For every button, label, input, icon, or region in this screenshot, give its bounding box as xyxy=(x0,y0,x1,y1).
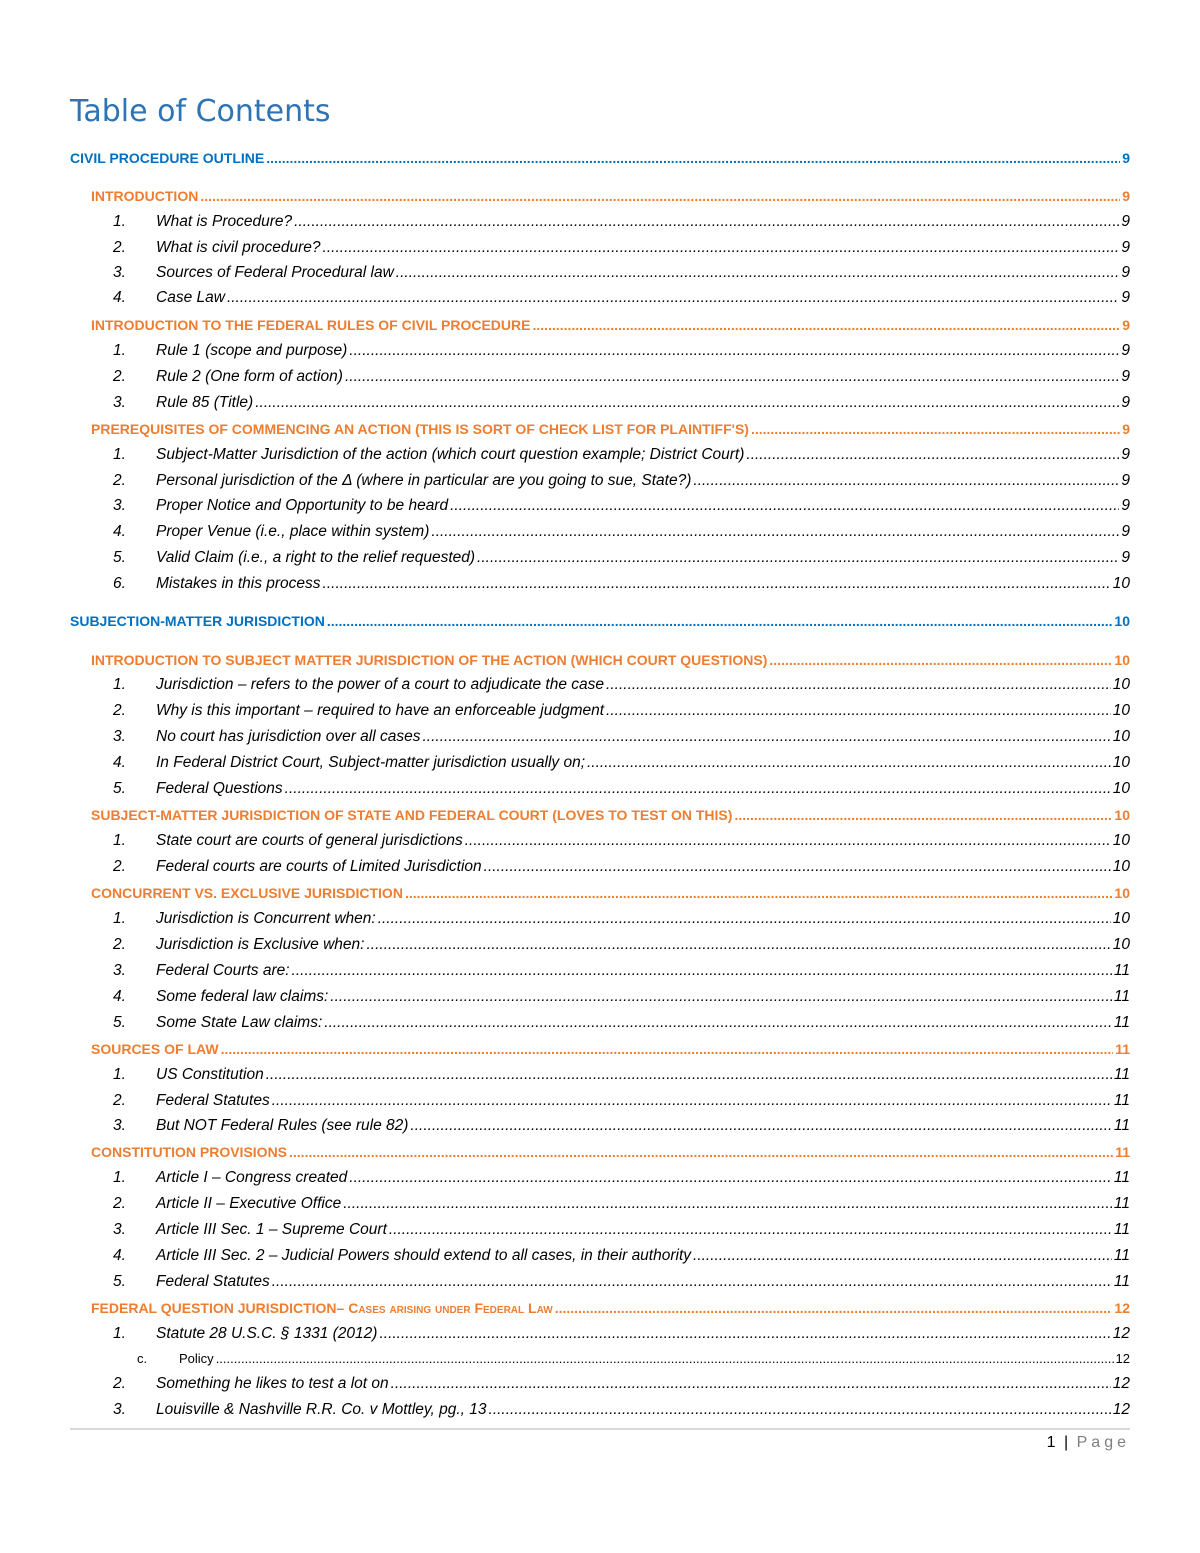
dot-leader xyxy=(422,725,1110,749)
dot-leader xyxy=(272,1089,1112,1113)
dot-leader xyxy=(389,1218,1112,1242)
toc-entry[interactable] xyxy=(113,751,1130,775)
toc-entry[interactable] xyxy=(137,1347,1130,1371)
toc-entry-title: Federal Statutes xyxy=(156,1273,270,1290)
dot-leader xyxy=(484,855,1111,879)
dot-leader xyxy=(200,184,1120,208)
toc-entry-title: Federal Courts are: xyxy=(156,962,290,979)
toc-entry-number: 4. xyxy=(113,988,126,1005)
toc-entry-page: 9 xyxy=(1121,368,1130,385)
dot-leader xyxy=(266,1063,1112,1087)
toc-entry-page: 9 xyxy=(1121,523,1130,540)
toc-entry-number: 1. xyxy=(113,213,126,230)
toc-entry[interactable] xyxy=(113,725,1130,749)
page-label: Page xyxy=(1076,1434,1130,1451)
toc-entry-title: US Constitution xyxy=(156,1066,264,1083)
toc-entry-page: 10 xyxy=(1114,885,1130,901)
toc-entry-number: 5. xyxy=(113,1273,126,1290)
toc-entry-number: 2. xyxy=(113,858,126,875)
dot-leader xyxy=(555,1296,1113,1320)
toc-entry[interactable] xyxy=(113,339,1130,363)
toc-entry-title: Some federal law claims: xyxy=(156,988,329,1005)
dot-leader xyxy=(378,907,1111,931)
toc-entry-number: 1. xyxy=(113,446,126,463)
dot-leader xyxy=(465,829,1111,853)
dot-leader xyxy=(734,803,1112,827)
dot-leader xyxy=(272,1270,1112,1294)
footer-separator: | xyxy=(1064,1434,1069,1451)
dot-leader xyxy=(532,313,1120,337)
toc-entry-number: 4. xyxy=(113,523,126,540)
toc-entry-title: Article I – Congress created xyxy=(156,1169,348,1186)
dot-leader xyxy=(345,365,1119,389)
dot-leader xyxy=(405,881,1112,905)
toc-entry-number: 5. xyxy=(113,780,126,797)
toc-entry-number: 5. xyxy=(113,1014,126,1031)
toc-entry[interactable] xyxy=(113,699,1130,723)
toc-entry[interactable] xyxy=(113,1270,1130,1294)
toc-entry[interactable] xyxy=(113,855,1130,879)
toc-entry-title: Rule 2 (One form of action) xyxy=(156,368,343,385)
toc-entry[interactable] xyxy=(91,803,1130,827)
toc-entry-page: 11 xyxy=(1113,1014,1130,1031)
dot-leader xyxy=(431,520,1119,544)
toc-entry[interactable] xyxy=(113,391,1130,415)
toc-entry-title: Federal courts are courts of Limited Jurisdiction xyxy=(156,858,482,875)
toc-entry-title: Jurisdiction is Exclusive when: xyxy=(156,936,365,953)
page-footer xyxy=(1047,1434,1130,1452)
toc-entry-page: 9 xyxy=(1121,497,1130,514)
toc-entry-number: 3. xyxy=(113,728,126,745)
dot-leader xyxy=(343,1192,1112,1216)
toc-entry[interactable] xyxy=(113,546,1130,570)
toc-entry-title: Federal Statutes xyxy=(156,1092,270,1109)
toc-entry-number: 2. xyxy=(113,368,126,385)
toc-entry[interactable] xyxy=(113,572,1130,596)
dot-leader xyxy=(216,1347,1114,1371)
toc-entry-page: 10 xyxy=(1112,780,1130,797)
dot-leader xyxy=(266,146,1120,170)
toc-entry-number: 2. xyxy=(113,1195,126,1212)
toc-entry-number: 4. xyxy=(113,754,126,771)
toc-entry-title: INTRODUCTION TO THE FEDERAL RULES OF CIVIL PROCEDURE xyxy=(91,317,531,333)
toc-entry[interactable] xyxy=(113,907,1130,931)
dot-leader xyxy=(327,609,1113,633)
toc-entry[interactable] xyxy=(113,443,1130,467)
dot-leader xyxy=(396,261,1120,285)
toc-entry-title: Jurisdiction is Concurrent when: xyxy=(156,910,376,927)
dot-leader xyxy=(330,985,1112,1009)
toc-entry-subtitle: – Cases arising under Federal Law xyxy=(336,1300,553,1316)
toc-entry-number: 3. xyxy=(113,264,126,281)
toc-entry-number: 3. xyxy=(113,1401,126,1418)
toc-entry-number: 2. xyxy=(113,1375,126,1392)
toc-entry[interactable] xyxy=(113,673,1130,697)
toc-entry[interactable] xyxy=(91,184,1130,208)
toc-entry-page: 10 xyxy=(1112,910,1130,927)
dot-leader xyxy=(289,1140,1113,1164)
toc-entry-title: PREREQUISITES OF COMMENCING AN ACTION (THIS IS SORT OF CHECK LIST FOR PLAINTIFF'S) xyxy=(91,421,749,437)
dot-leader xyxy=(379,1322,1110,1346)
toc-entry-title: CONSTITUTION PROVISIONS xyxy=(91,1144,288,1160)
toc-entry[interactable] xyxy=(113,1089,1130,1113)
toc-entry-page: 11 xyxy=(1113,1221,1130,1238)
toc-entry-number: 2. xyxy=(113,472,126,489)
dot-leader xyxy=(751,417,1120,441)
toc-entry[interactable] xyxy=(113,1114,1130,1138)
toc-entry-title: SOURCES OF LAW xyxy=(91,1041,219,1057)
toc-entry[interactable] xyxy=(113,494,1130,518)
toc-entry-page: 10 xyxy=(1114,613,1130,629)
toc-entry-title: Subject-Matter Jurisdiction of the action (which court question example; District Court) xyxy=(156,446,745,463)
dot-leader xyxy=(292,959,1112,983)
toc-entry-page: 11 xyxy=(1113,1247,1130,1264)
toc-entry-title: Mistakes in this process xyxy=(156,575,321,592)
toc-entry-page: 9 xyxy=(1121,264,1130,281)
toc-entry[interactable] xyxy=(113,469,1130,493)
dot-leader xyxy=(349,1166,1112,1190)
toc-entry[interactable] xyxy=(91,1037,1130,1061)
toc-entry-title: Proper Notice and Opportunity to be heard xyxy=(156,497,449,514)
toc-title: Table of Contents xyxy=(70,94,331,129)
toc-entry-page: 9 xyxy=(1121,239,1130,256)
toc-entry-title: INTRODUCTION TO SUBJECT MATTER JURISDICTION OF THE ACTION (WHICH COURT QUESTIONS) xyxy=(91,652,768,668)
toc-entry-page: 11 xyxy=(1113,988,1130,1005)
toc-entry-page: 10 xyxy=(1112,832,1130,849)
toc-entry[interactable] xyxy=(91,1140,1130,1164)
toc-entry-page: 12 xyxy=(1112,1401,1130,1418)
toc-entry-title: Valid Claim (i.e., a right to the relief requested) xyxy=(156,549,476,566)
dot-leader xyxy=(294,210,1119,234)
toc-entry[interactable] xyxy=(113,236,1130,260)
toc-entry-page: 9 xyxy=(1121,213,1130,230)
toc-entry-page: 10 xyxy=(1112,754,1130,771)
dot-leader xyxy=(255,391,1119,415)
toc-entry[interactable] xyxy=(113,1063,1130,1087)
footer-divider xyxy=(70,1428,1130,1430)
toc-entry-title: Jurisdiction – refers to the power of a court to adjudicate the case xyxy=(156,676,605,693)
toc-entry-number: 1. xyxy=(113,676,126,693)
toc-entry-title: Sources of Federal Procedural law xyxy=(156,264,394,281)
toc-entry[interactable] xyxy=(113,286,1130,310)
toc-entry-title: What is civil procedure? xyxy=(156,239,321,256)
toc-entry[interactable] xyxy=(91,1296,1130,1320)
toc-entry-page: 10 xyxy=(1114,807,1130,823)
toc-entry-number: 3. xyxy=(113,962,126,979)
toc-entry-title: INTRODUCTION xyxy=(91,188,199,204)
toc-entry[interactable] xyxy=(113,777,1130,801)
toc-entry-page: 10 xyxy=(1114,652,1130,668)
page-number: 1 xyxy=(1046,1434,1056,1451)
toc-entry-number: 3. xyxy=(113,1117,126,1134)
toc-entry-page: 11 xyxy=(1113,1117,1130,1134)
toc-entry-number: 1. xyxy=(113,1169,126,1186)
toc-entry-title: Personal jurisdiction of the Δ (where in particular are you going to sue, State?) xyxy=(156,472,692,489)
toc-entry-title: In Federal District Court, Subject-matter jurisdiction usually on; xyxy=(156,754,585,771)
toc-entry-number: 3. xyxy=(113,497,126,514)
toc-entry-title: SUBJECT-MATTER JURISDICTION OF STATE AND FEDERAL COURT (LOVES TO TEST ON THIS) xyxy=(91,807,733,823)
toc-entry-title: Policy xyxy=(179,1351,214,1366)
toc-entry[interactable] xyxy=(113,829,1130,853)
toc-entry-page: 10 xyxy=(1112,936,1130,953)
toc-entry-title: Proper Venue (i.e., place within system) xyxy=(156,523,430,540)
toc-entry[interactable] xyxy=(70,609,1130,633)
toc-entry-page: 10 xyxy=(1112,676,1130,693)
toc-entry-page: 9 xyxy=(1121,289,1130,306)
toc-entry-number: 1. xyxy=(113,1325,126,1342)
dot-leader xyxy=(285,777,1111,801)
toc-entry-page: 9 xyxy=(1121,446,1130,463)
toc-entry[interactable] xyxy=(113,1011,1130,1035)
dot-leader xyxy=(221,1037,1114,1061)
toc-entry-number: 1. xyxy=(113,342,126,359)
toc-entry-page: 9 xyxy=(1121,394,1130,411)
toc-entry-number: 4. xyxy=(113,289,126,306)
toc-entry-number: 2. xyxy=(113,239,126,256)
toc-entry-title: CIVIL PROCEDURE OUTLINE xyxy=(70,150,265,166)
toc-entry-page: 11 xyxy=(1115,1041,1130,1057)
toc-entry-title: Some State Law claims: xyxy=(156,1014,323,1031)
dot-leader xyxy=(606,699,1111,723)
toc-entry[interactable] xyxy=(113,1372,1130,1396)
toc-entry-page: 9 xyxy=(1121,342,1130,359)
toc-entry-number: 1. xyxy=(113,1066,126,1083)
toc-entry-number: 6. xyxy=(113,575,126,592)
toc-entry-page: 12 xyxy=(1112,1325,1130,1342)
toc-entry-page: 11 xyxy=(1113,1273,1130,1290)
dot-leader xyxy=(349,339,1119,363)
toc-entry[interactable] xyxy=(113,210,1130,234)
toc-entry-title: FEDERAL QUESTION JURISDICTION xyxy=(91,1300,337,1316)
dot-leader xyxy=(693,469,1119,493)
toc-entry-number: c. xyxy=(137,1351,148,1366)
dot-leader xyxy=(693,1244,1112,1268)
dot-leader xyxy=(489,1398,1111,1422)
toc-entry[interactable] xyxy=(113,1244,1130,1268)
toc-entry[interactable] xyxy=(113,1218,1130,1242)
dot-leader xyxy=(746,443,1119,467)
toc-entry-page: 11 xyxy=(1113,1066,1130,1083)
toc-entry-title: Statute 28 U.S.C. § 1331 (2012) xyxy=(156,1325,378,1342)
dot-leader xyxy=(587,751,1111,775)
toc-entry-title: Article III Sec. 2 – Judicial Powers should extend to all cases, in their authority xyxy=(156,1247,692,1264)
toc-entry-title: Article III Sec. 1 – Supreme Court xyxy=(156,1221,387,1238)
toc-entry-page: 9 xyxy=(1121,472,1130,489)
toc-entry-title: SUBJECTION-MATTER JURISDICTION xyxy=(70,613,325,629)
toc-entry[interactable] xyxy=(113,959,1130,983)
toc-entry-page: 10 xyxy=(1112,728,1130,745)
toc-entry-title: CONCURRENT VS. EXCLUSIVE JURISDICTION xyxy=(91,885,403,901)
toc-entry-title: Federal Questions xyxy=(156,780,283,797)
toc-entry-title: Rule 1 (scope and purpose) xyxy=(156,342,348,359)
toc-entry-page: 9 xyxy=(1122,150,1130,166)
toc-entry[interactable] xyxy=(113,985,1130,1009)
toc-entry-number: 3. xyxy=(113,394,126,411)
toc-entry-page: 9 xyxy=(1121,549,1130,566)
toc-entry-number: 1. xyxy=(113,832,126,849)
dot-leader xyxy=(323,572,1111,596)
toc-entry-title: Article II – Executive Office xyxy=(156,1195,342,1212)
dot-leader xyxy=(410,1114,1112,1138)
toc-entry-page: 10 xyxy=(1112,575,1130,592)
toc-entry-title: Something he likes to test a lot on xyxy=(156,1375,389,1392)
toc-entry-page: 11 xyxy=(1113,962,1130,979)
toc-entry-number: 5. xyxy=(113,549,126,566)
toc-entry[interactable] xyxy=(91,313,1130,337)
toc-entry[interactable] xyxy=(113,1398,1130,1422)
toc-entry[interactable] xyxy=(113,1192,1130,1216)
toc-entry[interactable] xyxy=(113,261,1130,285)
dot-leader xyxy=(323,236,1120,260)
toc-entry-page: 11 xyxy=(1113,1195,1130,1212)
toc-entry[interactable] xyxy=(113,520,1130,544)
toc-entry-page: 11 xyxy=(1113,1092,1130,1109)
toc-entry[interactable] xyxy=(70,146,1130,170)
toc-entry[interactable] xyxy=(91,417,1130,441)
toc-entry[interactable] xyxy=(113,933,1130,957)
toc-entry[interactable] xyxy=(113,365,1130,389)
dot-leader xyxy=(391,1372,1111,1396)
toc-entry-number: 2. xyxy=(113,702,126,719)
toc-entry-title: Case Law xyxy=(156,289,225,306)
toc-entry-title: Rule 85 (Title) xyxy=(156,394,254,411)
dot-leader xyxy=(366,933,1110,957)
toc-entry-number: 2. xyxy=(113,1092,126,1109)
toc-entry-title: No court has jurisdiction over all cases xyxy=(156,728,421,745)
toc-entry-page: 12 xyxy=(1112,1375,1130,1392)
toc-entry[interactable] xyxy=(91,648,1130,672)
dot-leader xyxy=(450,494,1119,518)
toc-entry[interactable] xyxy=(91,881,1130,905)
toc-entry-number: 2. xyxy=(113,936,126,953)
dot-leader xyxy=(769,648,1112,672)
toc-entry-number: 4. xyxy=(113,1247,126,1264)
toc-entry-page: 9 xyxy=(1122,421,1130,437)
toc-entry-title: What is Procedure? xyxy=(156,213,293,230)
toc-entry-title: Why is this important – required to have an enforceable judgment xyxy=(156,702,605,719)
toc-entry-page: 9 xyxy=(1122,317,1130,333)
toc-entry-page: 12 xyxy=(1114,1300,1130,1316)
toc-entry[interactable] xyxy=(113,1322,1130,1346)
toc-entry-page: 9 xyxy=(1122,188,1130,204)
dot-leader xyxy=(227,286,1119,310)
toc-entry-page: 10 xyxy=(1112,858,1130,875)
dot-leader xyxy=(324,1011,1112,1035)
dot-leader xyxy=(477,546,1119,570)
toc-entry-number: 3. xyxy=(113,1221,126,1238)
toc-entry-number: 1. xyxy=(113,910,126,927)
toc-entry-page: 12 xyxy=(1115,1351,1130,1366)
toc-entry-page: 10 xyxy=(1112,702,1130,719)
toc-entry[interactable] xyxy=(113,1166,1130,1190)
toc-entry-title: State court are courts of general jurisdictions xyxy=(156,832,463,849)
toc-entry-page: 11 xyxy=(1113,1169,1130,1186)
toc-entry-title: But NOT Federal Rules (see rule 82) xyxy=(156,1117,409,1134)
dot-leader xyxy=(606,673,1111,697)
toc-entry-page: 11 xyxy=(1115,1144,1130,1160)
toc-entry-title: Louisville & Nashville R.R. Co. v Mottley, pg., 13 xyxy=(156,1401,487,1418)
